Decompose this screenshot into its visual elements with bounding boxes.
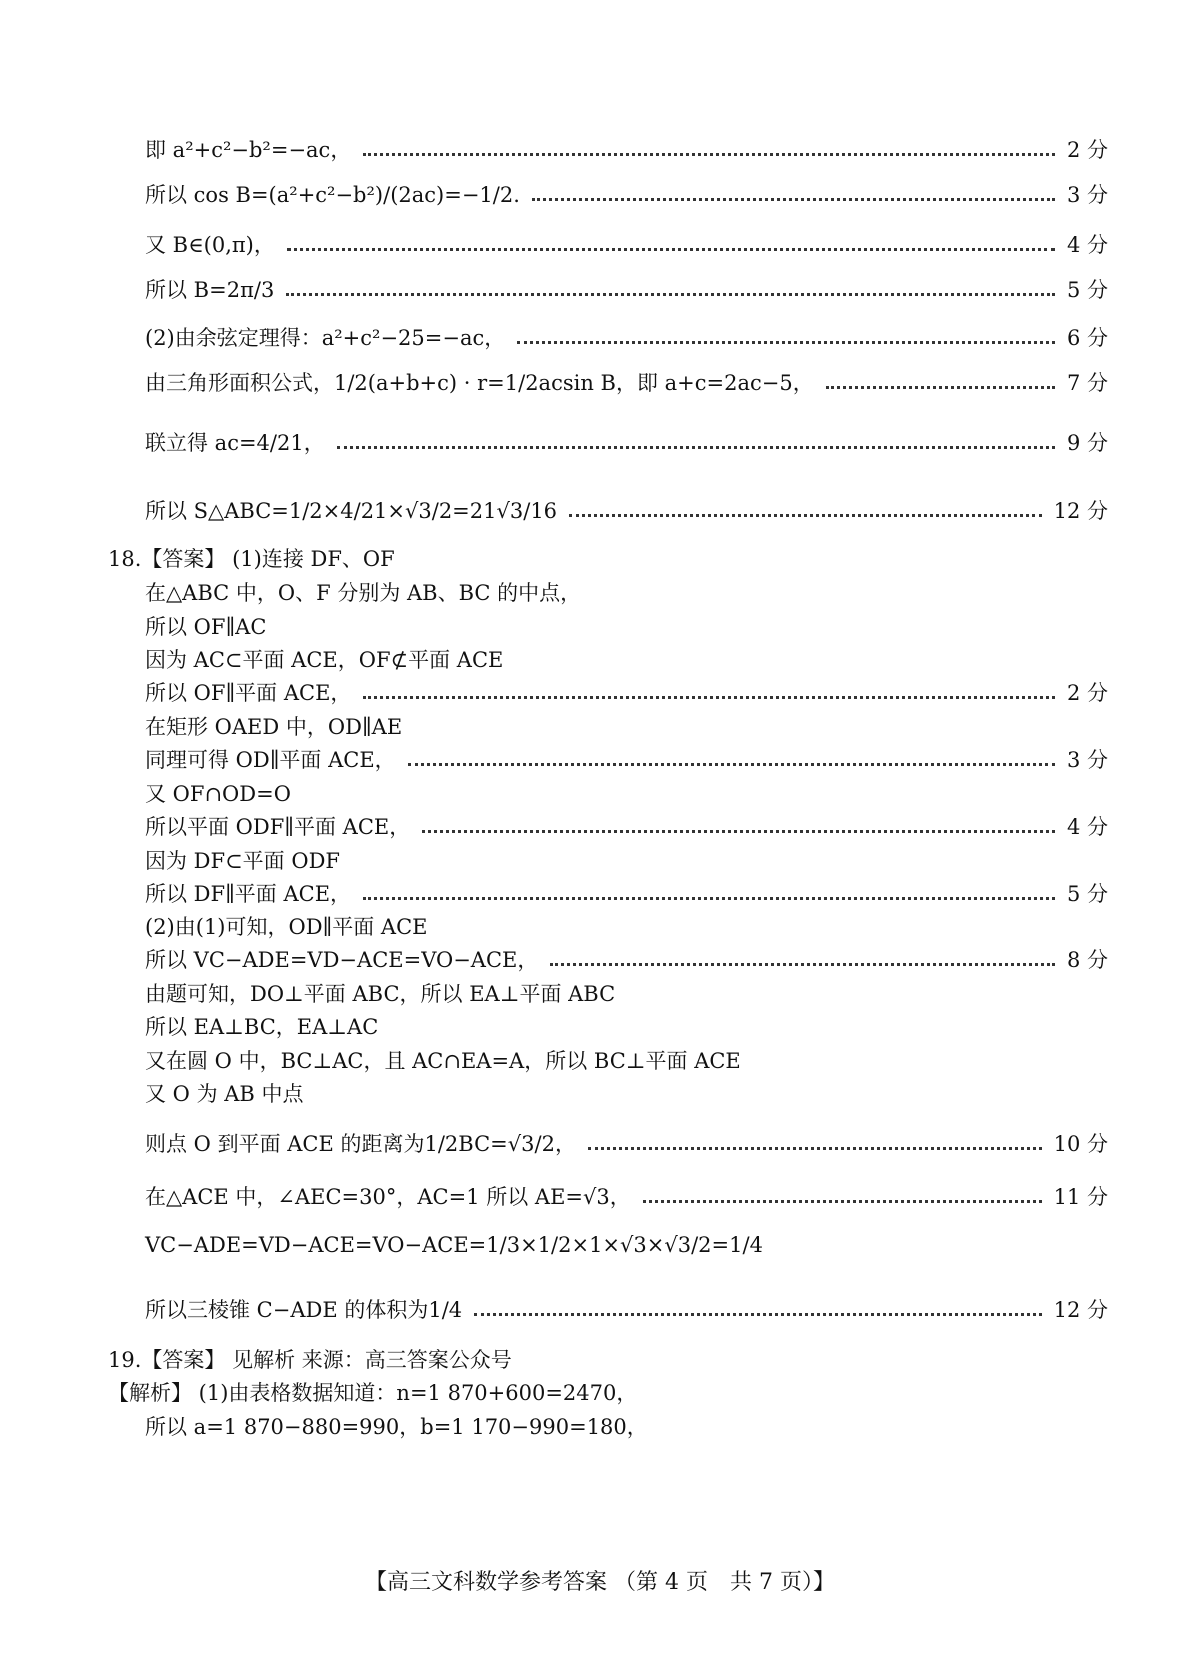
dot-leader xyxy=(363,696,1055,699)
score-value: 5 分 xyxy=(1066,882,1108,906)
answer-text: 所以 a=1 870−880=990，b=1 170−990=180， xyxy=(145,1415,648,1439)
answer-line xyxy=(145,1412,1108,1442)
answer-text: 在矩形 OAED 中，OD∥AE xyxy=(145,715,403,739)
score-value: 4 分 xyxy=(1066,233,1108,257)
answer-line xyxy=(145,496,1108,526)
answer-text: 所以 B=2π/3 xyxy=(145,278,275,302)
answer-line xyxy=(145,1295,1108,1325)
answer-line xyxy=(145,879,1108,909)
answer-line xyxy=(145,612,1108,642)
dot-leader xyxy=(287,248,1055,251)
answer-line xyxy=(108,1378,1108,1408)
dot-leader xyxy=(286,293,1055,296)
answer-line xyxy=(108,1345,1108,1375)
dot-leader xyxy=(643,1200,1042,1203)
answer-line xyxy=(145,812,1108,842)
answer-line xyxy=(145,275,1108,305)
answer-text: 在△ACE 中，∠AEC=30°，AC=1 所以 AE=√3， xyxy=(145,1185,631,1209)
answer-text: 同理可得 OD∥平面 ACE， xyxy=(145,748,396,772)
score-value: 4 分 xyxy=(1066,815,1108,839)
answer-line xyxy=(145,712,1108,742)
answer-text: 因为 DF⊂平面 ODF xyxy=(145,849,340,873)
answer-line xyxy=(145,180,1108,210)
answer-text: 又在圆 O 中，BC⊥AC，且 AC∩EA=A，所以 BC⊥平面 ACE xyxy=(145,1049,741,1073)
score-value: 5 分 xyxy=(1066,278,1108,302)
dot-leader xyxy=(363,153,1055,156)
answer-line xyxy=(145,368,1108,398)
answer-line xyxy=(145,779,1108,809)
answer-text: 19.【答案】 见解析 来源：高三答案公众号 xyxy=(108,1348,512,1372)
answer-text: (2)由(1)可知，OD∥平面 ACE xyxy=(145,915,428,939)
dot-leader xyxy=(826,386,1055,389)
dot-leader xyxy=(588,1147,1042,1150)
answer-text: 所以 OF∥平面 ACE， xyxy=(145,681,352,705)
answer-text: 又 O 为 AB 中点 xyxy=(145,1082,304,1106)
score-value: 10 分 xyxy=(1053,1132,1108,1156)
page-footer: 【高三文科数学参考答案 （第 4 页 共 7 页）】 xyxy=(365,1570,835,1595)
answer-text: 所以三棱锥 C−ADE 的体积为1/4 xyxy=(145,1298,463,1322)
answer-text: 所以 DF∥平面 ACE， xyxy=(145,882,352,906)
score-value: 7 分 xyxy=(1066,371,1108,395)
answer-text: 由三角形面积公式，1/2(a+b+c) · r=1/2acsin B，即 a+c=2ac−5， xyxy=(145,371,814,395)
answer-text: 又 OF∩OD=O xyxy=(145,782,291,806)
answer-line xyxy=(145,135,1108,165)
score-value: 6 分 xyxy=(1066,326,1108,350)
answer-line xyxy=(145,912,1108,942)
answer-text: 所以 cos B=(a²+c²−b²)/(2ac)=−1/2. xyxy=(145,183,520,207)
score-value: 12 分 xyxy=(1053,1298,1108,1322)
score-value: 3 分 xyxy=(1066,183,1108,207)
answer-text: 所以 OF∥AC xyxy=(145,615,267,639)
answer-text: 又 B∈(0,π)， xyxy=(145,233,275,257)
score-value: 3 分 xyxy=(1066,748,1108,772)
score-value: 8 分 xyxy=(1066,948,1108,972)
answer-text: 【解析】 (1)由表格数据知道：n=1 870+600=2470， xyxy=(108,1381,638,1405)
answer-line xyxy=(145,323,1108,353)
answer-line xyxy=(145,1046,1108,1076)
score-value: 12 分 xyxy=(1053,499,1108,523)
answer-text: 联立得 ac=4/21， xyxy=(145,431,325,455)
dot-leader xyxy=(337,446,1055,449)
answer-line xyxy=(145,678,1108,708)
dot-leader xyxy=(422,830,1055,833)
answer-text: 在△ABC 中，O、F 分别为 AB、BC 的中点， xyxy=(145,581,582,605)
answer-line xyxy=(145,1182,1108,1212)
answer-line xyxy=(145,1230,1108,1260)
answer-text: 所以 VC−ADE=VD−ACE=VO−ACE， xyxy=(145,948,539,972)
answer-line xyxy=(145,745,1108,775)
answer-text: VC−ADE=VD−ACE=VO−ACE=1/3×1/2×1×√3×√3/2=1/4 xyxy=(145,1233,763,1257)
answer-text: 所以 S△ABC=1/2×4/21×√3/2=21√3/16 xyxy=(145,499,558,523)
answer-line xyxy=(145,578,1108,608)
answer-text: 18.【答案】 (1)连接 DF、OF xyxy=(108,547,395,571)
answer-text: 所以平面 ODF∥平面 ACE， xyxy=(145,815,411,839)
answer-line xyxy=(145,230,1108,260)
dot-leader xyxy=(517,341,1055,344)
dot-leader xyxy=(550,963,1055,966)
answer-line xyxy=(145,1012,1108,1042)
answer-text: 所以 EA⊥BC，EA⊥AC xyxy=(145,1015,379,1039)
dot-leader xyxy=(408,763,1055,766)
answer-text: 由题可知，DO⊥平面 ABC，所以 EA⊥平面 ABC xyxy=(145,982,616,1006)
answer-text: 则点 O 到平面 ACE 的距离为1/2BC=√3/2， xyxy=(145,1132,576,1156)
answer-line xyxy=(145,945,1108,975)
score-value: 2 分 xyxy=(1066,138,1108,162)
dot-leader xyxy=(569,514,1042,517)
answer-line xyxy=(145,979,1108,1009)
answer-line xyxy=(145,1079,1108,1109)
score-value: 2 分 xyxy=(1066,681,1108,705)
dot-leader xyxy=(474,1313,1041,1316)
answer-line xyxy=(145,645,1108,675)
answer-line xyxy=(108,544,1108,574)
answer-text: 因为 AC⊂平面 ACE，OF⊄平面 ACE xyxy=(145,648,504,672)
score-value: 9 分 xyxy=(1066,431,1108,455)
answer-line xyxy=(145,846,1108,876)
answer-line xyxy=(145,428,1108,458)
answer-text: (2)由余弦定理得：a²+c²−25=−ac， xyxy=(145,326,506,350)
answer-text: 即 a²+c²−b²=−ac， xyxy=(145,138,352,162)
answer-line xyxy=(145,1129,1108,1159)
dot-leader xyxy=(532,198,1055,201)
dot-leader xyxy=(363,897,1055,900)
score-value: 11 分 xyxy=(1053,1185,1108,1209)
